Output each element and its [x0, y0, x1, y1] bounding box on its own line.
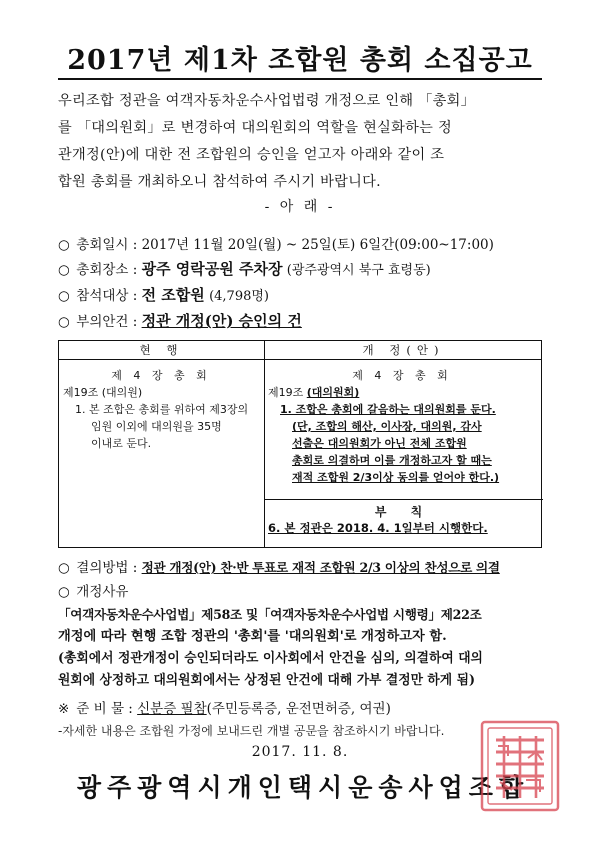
- article-label: 제19조 (대의원): [63, 386, 143, 399]
- intro-line: 합원 총회를 개최하오니 참석하여 주시기 바랍니다.: [58, 174, 381, 190]
- item-agenda: [58, 310, 558, 331]
- revised-column: [268, 367, 536, 486]
- item-label: 준 비 물 :: [76, 701, 138, 717]
- clause-line: 재적 조합원 2/3이상 동의를 얻어야 한다.): [292, 471, 500, 484]
- notice-title: 2017년 제1차 조합원 총회 소집공고: [67, 45, 533, 76]
- current-column: [63, 367, 259, 452]
- item-value: 전 조합원: [141, 286, 205, 304]
- reference-note: -자세한 내용은 조합원 가정에 보내드린 개별 공문을 참조하시기 바랍니다.: [58, 724, 445, 738]
- appendix-line: 6. 본 정관은 2018. 4. 1일부터 시행한다.: [268, 521, 488, 535]
- appendix-box: [264, 499, 543, 548]
- item-datetime: [58, 233, 558, 253]
- chapter-label: 제 4 장 총 회: [352, 369, 452, 382]
- item-label: 개정사유: [76, 584, 129, 600]
- table-header-row: [59, 341, 541, 360]
- note-mark: ※: [58, 701, 70, 717]
- clause-line: 선출은 대의원회가 아닌 전체 조합원: [292, 437, 467, 450]
- section-heading-ahrae: - 아 래 -: [264, 199, 336, 215]
- item-note: (주민등록증, 운전면허증, 여권): [206, 701, 391, 717]
- reason-line: 「여객자동차운수사업법」제58조 및「여객자동차운수사업법 시행령」제22조: [58, 607, 482, 622]
- item-preparation: [58, 697, 558, 717]
- bullet-circle-icon: ○: [58, 560, 70, 576]
- header-current: 현 행: [139, 343, 184, 357]
- bullet-circle-icon: ○: [58, 584, 70, 600]
- item-label: 총회장소 :: [76, 262, 142, 278]
- item-attendees: [58, 284, 558, 305]
- item-label: 참석대상 :: [76, 288, 142, 304]
- reason-line: (총회에서 정관개정이 승인되더라도 이사회에서 안건을 심의, 의결하여 대의: [58, 651, 483, 666]
- clause-line: (단, 조합의 해산, 이사장, 대의원, 감사: [292, 420, 482, 433]
- item-note: (광주광역시 북구 효령동): [286, 263, 431, 278]
- intro-paragraph: [58, 88, 542, 196]
- chapter-label: 제 4 장 총 회: [111, 369, 211, 382]
- item-value: 정관 개정(안) 찬·반 투표로 재적 조합원 2/3 이상의 찬성으로 의결: [141, 560, 500, 575]
- item-place: [58, 258, 558, 279]
- bullet-circle-icon: ○: [58, 237, 70, 253]
- item-label: 부의안건 :: [76, 314, 142, 330]
- header-revised: 개 정(안): [362, 343, 445, 357]
- item-value: 신분증 필참: [137, 701, 207, 717]
- official-seal-icon: [478, 718, 562, 814]
- clause-line: 임원 이외에 대의원을 35명: [91, 420, 222, 433]
- intro-line: 관개정(안)에 대한 전 조합원의 승인을 얻고자 아래와 같이 조: [58, 147, 445, 163]
- intro-line: 우리조합 정관을 여객자동차운수사업법령 개정으로 인해 「총회」: [58, 93, 476, 109]
- item-note: (4,798명): [209, 289, 269, 304]
- item-value: 정관 개정(안) 승인의 건: [141, 312, 302, 330]
- intro-line: 를 「대의원회」로 변경하여 대의원회의 역할을 현실화하는 정: [58, 120, 452, 136]
- appendix-title: 부 칙: [374, 505, 433, 519]
- article-name: (대의원회): [306, 386, 360, 399]
- reason-line: 원회에 상정하고 대의원회에서는 상정된 안건에 대해 가부 결정만 하게 됨): [58, 673, 476, 688]
- clause-line: 이내로 둔다.: [91, 437, 152, 450]
- clause-line: 총회로 의결하며 이를 개정하고자 할 때는: [292, 454, 492, 467]
- clause-line: 1. 조합은 총회에 갈음하는 대의원회를 둔다.: [280, 403, 496, 416]
- item-value: 2017년 11월 20일(월) ~ 25일(토) 6일간(09:00~17:00): [141, 237, 494, 253]
- article-prefix: 제19조: [268, 386, 307, 399]
- reason-text: [58, 604, 548, 692]
- bullet-circle-icon: ○: [58, 262, 70, 278]
- organization-name: 광주광역시개인택시운송사업조합: [76, 773, 530, 802]
- item-value: 광주 영락공원 주차장: [141, 260, 283, 278]
- item-method: [58, 556, 558, 576]
- bullet-circle-icon: ○: [58, 288, 70, 304]
- notice-date: 2017. 11. 8.: [251, 744, 349, 760]
- item-reason: [58, 580, 558, 600]
- item-label: 총회일시 :: [76, 237, 142, 253]
- item-label: 결의방법 :: [76, 560, 142, 576]
- reason-line: 개정에 따라 현행 조합 정관의 '총회'를 '대의원회'로 개정하고자 함.: [58, 629, 447, 644]
- comparison-table: [58, 340, 542, 548]
- bullet-circle-icon: ○: [58, 314, 70, 330]
- article-label: [268, 384, 536, 401]
- title-underline: [58, 78, 542, 80]
- clause-line: 1. 본 조합은 총회를 위하여 제3장의: [75, 403, 249, 416]
